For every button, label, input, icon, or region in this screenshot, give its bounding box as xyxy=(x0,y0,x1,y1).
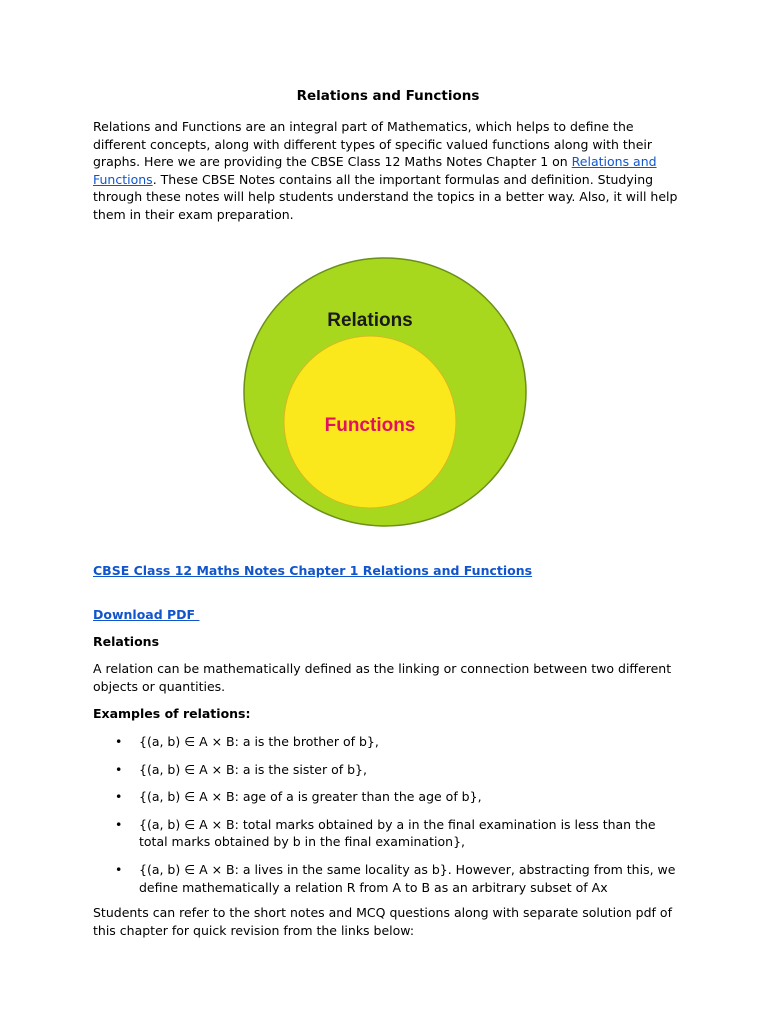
intro-text-after-link: . These CBSE Notes contains all the important formulas and definition. Studying through these notes will help students understand the topics in a better way. Also, it will help them in their exam preparation. xyxy=(93,171,678,222)
list-item xyxy=(93,861,683,896)
bullet-icon: • xyxy=(115,761,123,777)
example-text: {(a, b) ∈ A × B: age of a is greater than the age of b}, xyxy=(139,789,482,805)
notes-chapter-link[interactable]: CBSE Class 12 Maths Notes Chapter 1 Relations and Functions xyxy=(93,562,533,578)
list-item xyxy=(93,816,683,851)
closing-paragraph: Students can refer to the short notes and MCQ questions along with separate solution pdf of this chapter for quick revision from the links below: xyxy=(93,905,672,938)
bullet-icon: • xyxy=(115,816,123,832)
examples-list xyxy=(93,733,683,896)
download-row xyxy=(93,606,683,623)
functions-label: Functions xyxy=(324,414,416,436)
relations-functions-link[interactable]: Relations and Functions xyxy=(93,154,657,187)
bullet-icon: • xyxy=(115,861,123,877)
list-item xyxy=(93,788,683,806)
list-item xyxy=(93,733,683,751)
bullet-icon: • xyxy=(115,789,123,805)
relations-label: Relations xyxy=(327,309,413,331)
list-item xyxy=(93,761,683,779)
download-pdf-link[interactable]: Download PDF xyxy=(93,606,200,622)
bullet-icon: • xyxy=(115,733,123,749)
examples-heading: Examples of relations: xyxy=(93,706,251,722)
example-text: {(a, b) ∈ A × B: total marks obtained by a in the final examination is less than the total marks obtained by b in the final examination}, xyxy=(139,816,656,850)
example-text: {(a, b) ∈ A × B: a is the brother of b}, xyxy=(139,733,379,749)
example-text: {(a, b) ∈ A × B: a lives in the same locality as b}. However, abstracting from this, we define mathematically a relation R from A to B as an arbitrary subset of Ax xyxy=(139,861,676,895)
venn-diagram xyxy=(242,256,532,532)
example-text: {(a, b) ∈ A × B: a is the sister of b}, xyxy=(139,761,367,777)
page-title: Relations and Functions xyxy=(296,88,480,104)
intro-text-before-link: Relations and Functions are an integral part of Mathematics, which helps to define the different concepts, along with different types of specific valued functions along with their graphs. Here we are providing the CBSE Class 12 Maths Notes Chapter 1 on xyxy=(93,119,652,170)
document-page xyxy=(93,86,683,939)
relations-functions-diagram xyxy=(93,256,683,532)
intro-paragraph xyxy=(93,118,683,224)
relations-heading: Relations xyxy=(93,633,160,649)
notes-heading xyxy=(93,562,683,579)
relations-definition: A relation can be mathematically defined as the linking or connection between two different objects or quantities. xyxy=(93,661,672,694)
